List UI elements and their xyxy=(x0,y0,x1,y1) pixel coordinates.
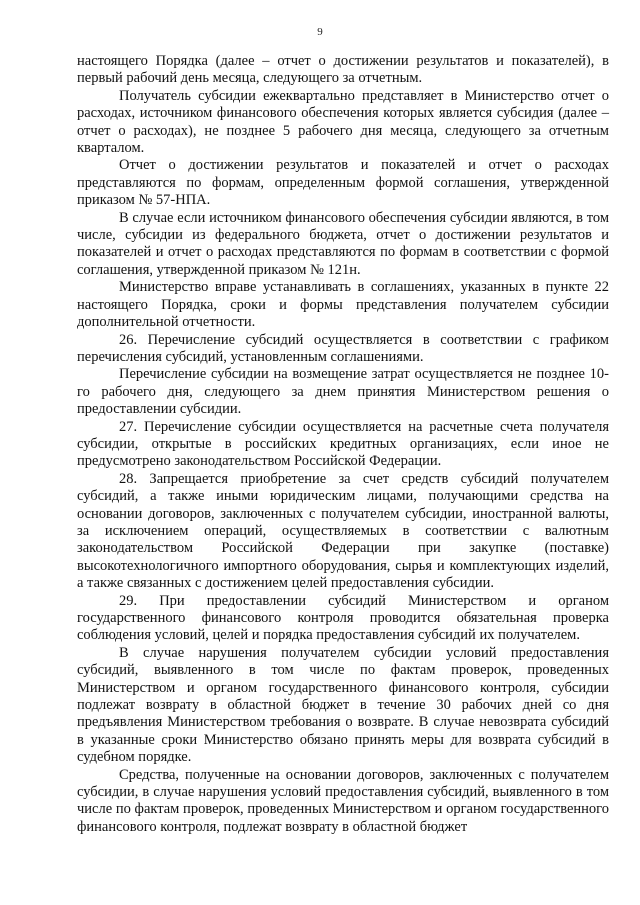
paragraph: настоящего Порядка (далее – отчет о достижении результатов и показателей), в первый рабочий день месяца, следующего за отчетным. xyxy=(77,53,609,87)
page-number: 9 xyxy=(317,26,323,38)
paragraph: 29. При предоставлении субсидий Министерством и органом государственного финансового контроля проводится обязательная проверка соблюдения условий, целей и порядка предоставления субсидий их получателем. xyxy=(77,592,609,644)
paragraph: Средства, полученные на основании договоров, заключенных с получателем субсидии, в случае нарушения условий предоставления субсидий, выявленного в том числе по фактам проверок, проведенных Министерством и органом государственного финансового контроля, подлежат возврату в областной бюджет xyxy=(77,766,609,835)
paragraph: Министерство вправе устанавливать в соглашениях, указанных в пункте 22 настоящего Порядка, сроки и формы представления получателем субсидии дополнительной отчетности. xyxy=(77,279,609,331)
paragraph: Отчет о достижении результатов и показателей и отчет о расходах представляются по формам, определенным формой соглашения, утвержденной приказом № 57-НПА. xyxy=(77,157,609,209)
paragraph: Перечисление субсидии на возмещение затрат осуществляется не позднее 10-го рабочего дня, следующего за днем принятия Министерством решения о предоставлении субсидии. xyxy=(77,366,609,418)
paragraph: В случае нарушения получателем субсидии условий предоставления субсидий, выявленного в том числе по фактам проверок, проведенных Министерством и органом государственного финансового контроля, субсидии подлежат возврату в областной бюджет в течение 30 рабочих дней со дня предъявления Министерством требования о возврате. В случае невозврата субсидий в указанные сроки Министерство обязано принять меры для возврата субсидий в судебном порядке. xyxy=(77,644,609,766)
paragraph: 26. Перечисление субсидий осуществляется в соответствии с графиком перечисления субсидий, установленным соглашениями. xyxy=(77,331,609,365)
paragraph: В случае если источником финансового обеспечения субсидии являются, в том числе, субсидии из федерального бюджета, отчет о достижении результатов и показателей и отчет о расходах представляются по формам в соответствии с формой соглашения, утвержденной приказом № 121н. xyxy=(77,209,609,278)
paragraph: 27. Перечисление субсидии осуществляется на расчетные счета получателя субсидии, открытые в российских кредитных организациях, если иное не предусмотрено законодательством Российской Федерации. xyxy=(77,418,609,470)
document-body xyxy=(77,53,609,836)
paragraph: 28. Запрещается приобретение за счет средств субсидий получателем субсидий, а также иными юридическим лицами, получающими средства на основании договоров, заключенных с получателем субсидии, иностранной валюты, за исключением операций, осуществляемых в соответствии с валютным законодательством Российской Федерации при закупке (поставке) высокотехнологичного импортного оборудования, сырья и комплектующих изделий, а также связанных с достижением целей предоставления субсидии. xyxy=(77,470,609,592)
paragraph: Получатель субсидии ежеквартально представляет в Министерство отчет о расходах, источником финансового обеспечения которых является субсидия (далее – отчет о расходах), не позднее 5 рабочего дня месяца, следующего за отчетным кварталом. xyxy=(77,87,609,157)
